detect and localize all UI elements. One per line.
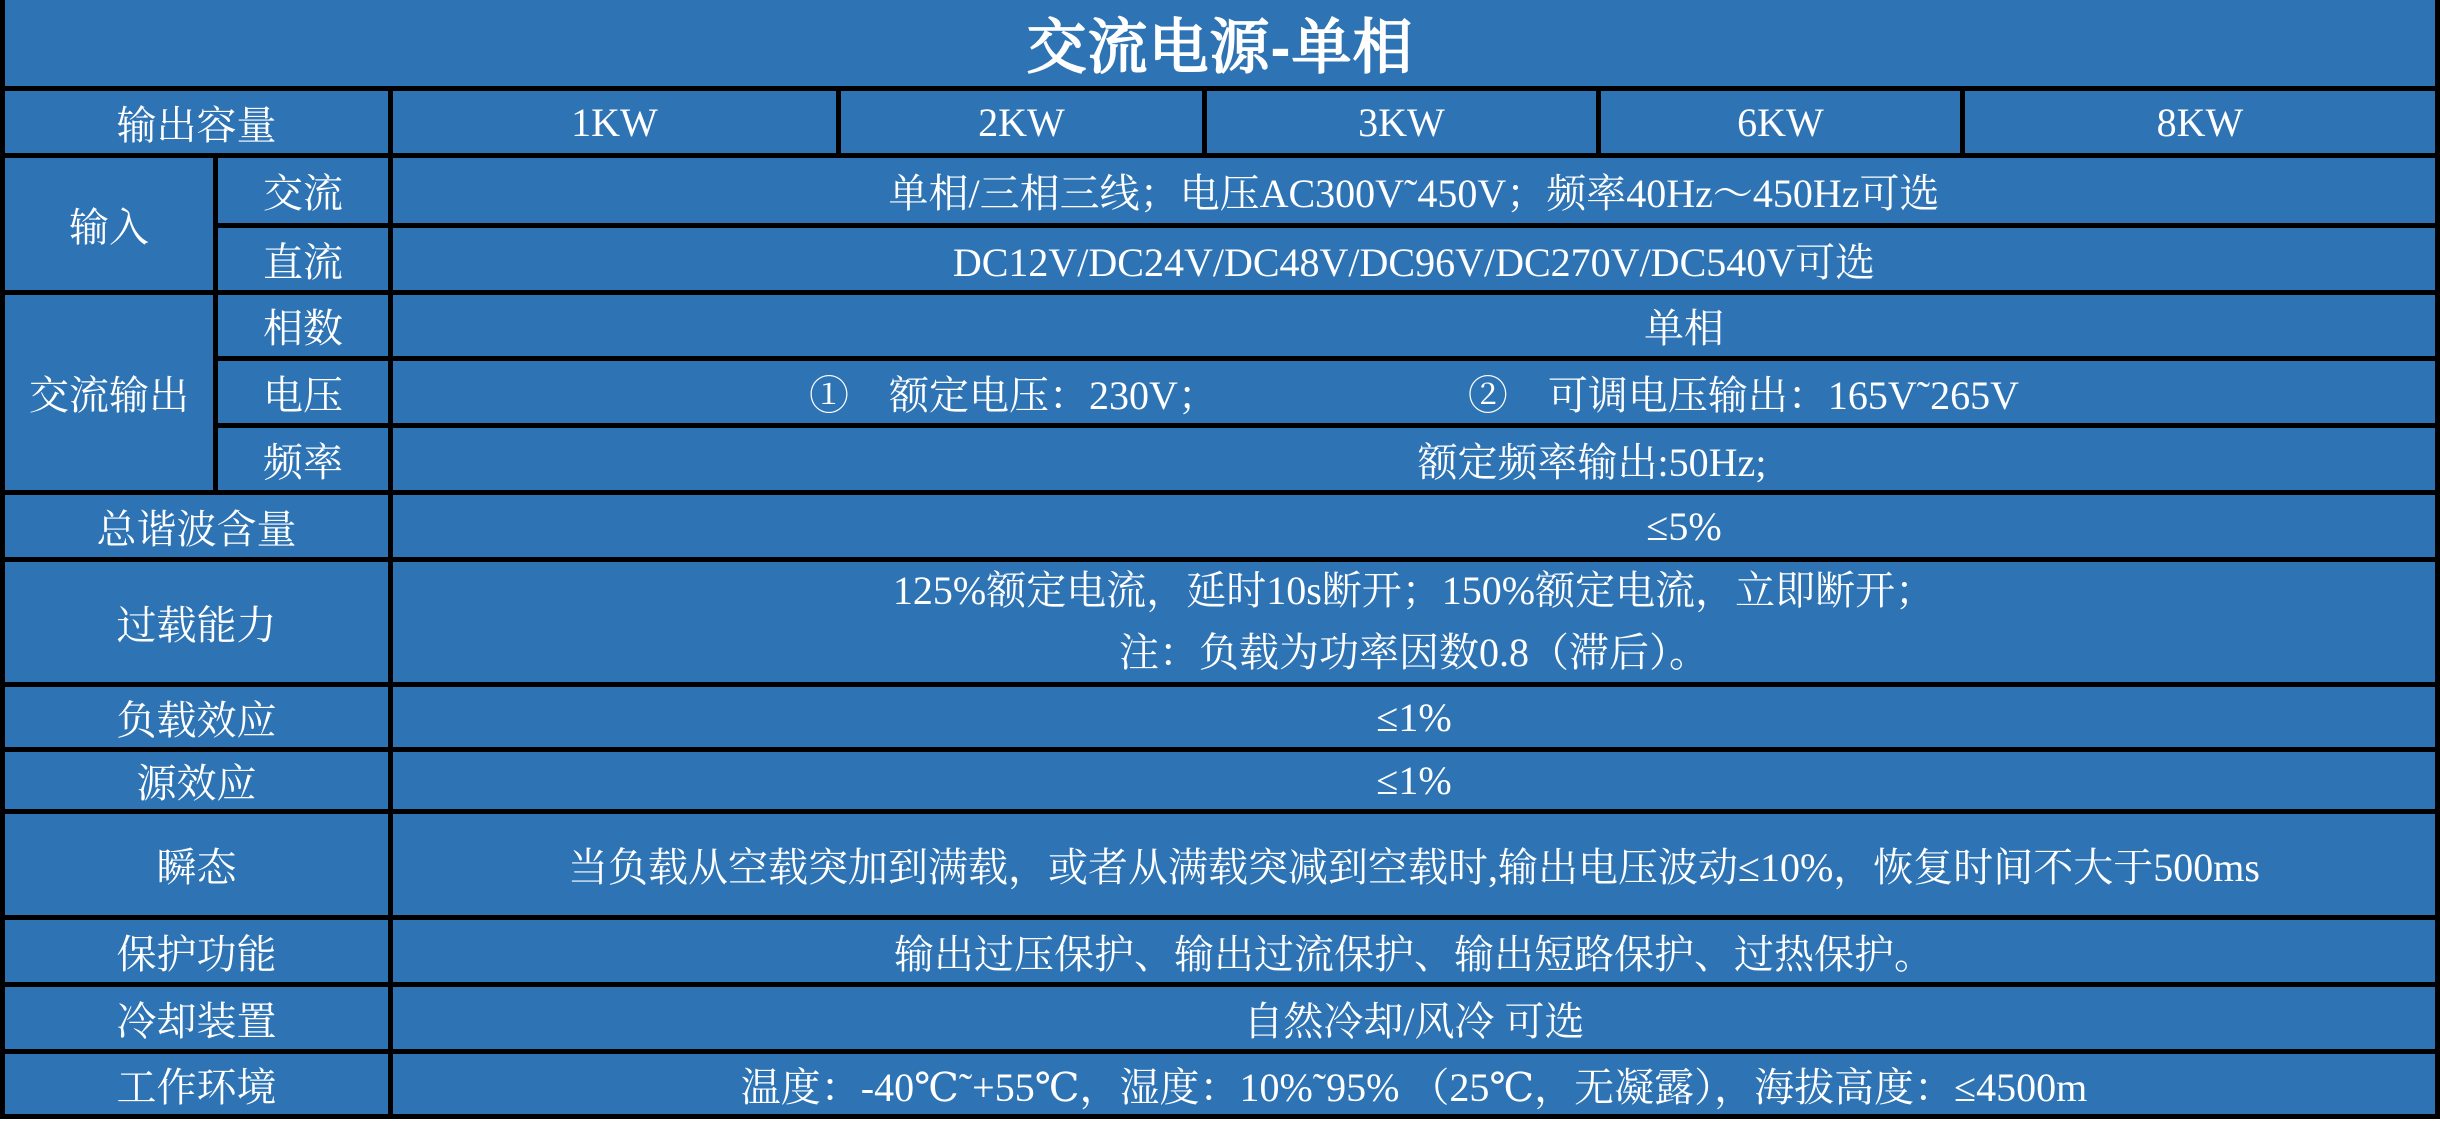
cell-environment-value: 温度：-40℃˜+55℃，湿度：10%˜95% （25℃，无凝露），海拔高度：≤4500m: [393, 1054, 2435, 1114]
group-label-input: 输入: [5, 158, 213, 290]
cell-load-effect-value: ≤1%: [393, 687, 2435, 747]
phase-value-text: 单相: [1644, 306, 1724, 351]
capacity-cell-1kw: 1KW: [393, 91, 836, 153]
cell-overload-value: [393, 562, 2435, 682]
cell-frequency-value: [393, 428, 2435, 490]
row-label-overload: 过载能力: [5, 562, 388, 682]
capacity-cell-6kw: 6KW: [1601, 91, 1960, 153]
capacity-cell-3kw: 3KW: [1207, 91, 1596, 153]
cell-cooling-value: 自然冷却/风冷 可选: [393, 987, 2435, 1049]
row-label-load-effect: 负载效应: [5, 687, 388, 747]
cell-thd-value: [393, 495, 2435, 557]
row-label-thd: 总谐波含量: [5, 495, 388, 557]
group-label-ac-output: 交流输出: [5, 295, 213, 490]
voltage-adjustable-text: ② 可调电压输出：165V˜265V: [1467, 372, 2019, 418]
overload-line-1: 125%额定电流，延时10s断开；150%额定电流，立即断开；: [892, 568, 1936, 613]
capacity-cell-8kw: 8KW: [1965, 91, 2435, 153]
overload-line-2: 注：负载为功率因数0.8（滞后）。: [1119, 630, 1709, 675]
cell-ac-input-value: 单相/三相三线；电压AC300V˜450V；频率40Hz～450Hz可选: [393, 158, 2435, 223]
frequency-value-text: 额定频率输出:50Hz;: [1417, 439, 1767, 485]
row-label-dc-input: 直流: [218, 228, 388, 290]
cell-source-effect-value: ≤1%: [393, 752, 2435, 809]
cell-voltage-value: [393, 361, 2435, 423]
bottom-margin: [0, 1119, 2440, 1139]
row-label-transient: 瞬态: [5, 814, 388, 915]
capacity-cell-2kw: 2KW: [841, 91, 1202, 153]
row-label-frequency: 频率: [218, 428, 388, 490]
row-label-ac-input: 交流: [218, 158, 388, 223]
page-title: 交流电源-单相: [5, 0, 2435, 86]
row-label-voltage: 电压: [218, 361, 388, 423]
row-label-environment: 工作环境: [5, 1054, 388, 1114]
row-label-phase: 相数: [218, 295, 388, 356]
row-label-source-effect: 源效应: [5, 752, 388, 809]
row-label-cooling: 冷却装置: [5, 987, 388, 1049]
thd-value-text: ≤5%: [1646, 503, 1722, 549]
row-label-output-capacity: 输出容量: [5, 91, 388, 153]
cell-protection-value: 输出过压保护、输出过流保护、输出短路保护、过热保护。: [393, 920, 2435, 982]
cell-transient-value: 当负载从空载突加到满载，或者从满载突减到空载时,输出电压波动≤10%，恢复时间不大于500ms: [393, 814, 2435, 915]
row-label-protection: 保护功能: [5, 920, 388, 982]
voltage-rated-text: ① 额定电压：230V；: [809, 372, 1218, 418]
cell-dc-input-value: DC12V/DC24V/DC48V/DC96V/DC270V/DC540V可选: [393, 228, 2435, 290]
cell-phase-value: [393, 295, 2435, 356]
